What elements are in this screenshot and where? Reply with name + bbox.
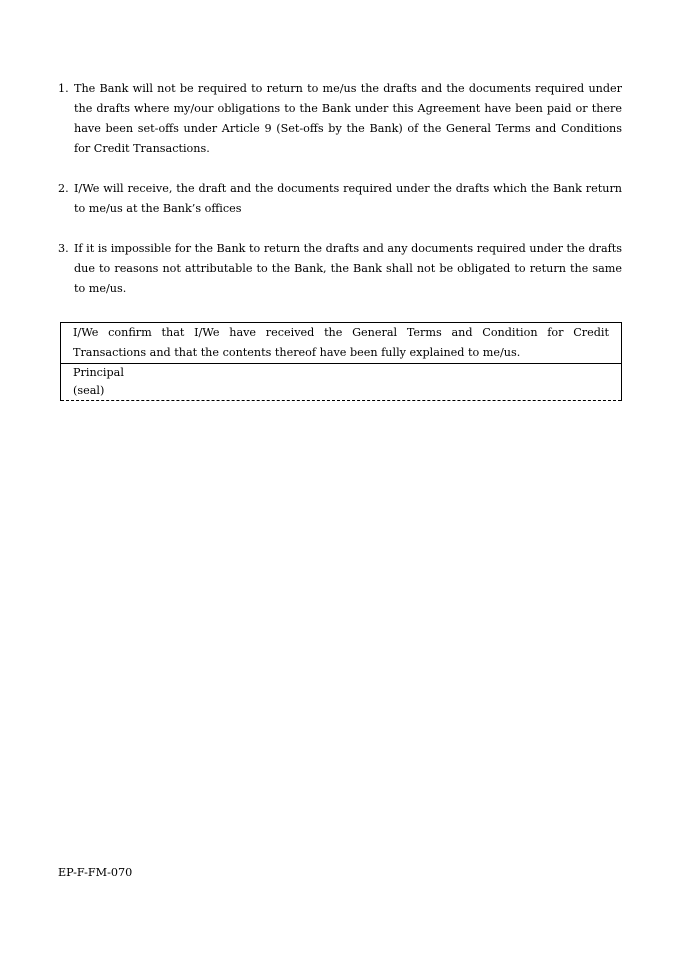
form-code: EP-F-FM-070 xyxy=(58,866,133,879)
clause-number: 3. xyxy=(58,242,69,255)
clause-number: 2. xyxy=(58,182,69,195)
confirmation-statement: I/We confirm that I/We have received the General Terms and Condition for Credit Transactions and that the contents thereof have been fully explained to me/us. xyxy=(61,323,621,364)
clause-item xyxy=(58,179,622,219)
clause-text: If it is impossible for the Bank to return the drafts and any documents required under the drafts due to reasons not attributable to the Bank, the Bank shall not be obligated to return the same to me/us. xyxy=(74,242,622,295)
clause-list xyxy=(58,79,622,319)
seal-label: (seal) xyxy=(73,384,105,397)
clause-item xyxy=(58,239,622,299)
clause-item xyxy=(58,79,622,159)
clause-text: I/We will receive, the draft and the documents required under the drafts which the Bank return to me/us at the Bank’s offices xyxy=(74,182,622,215)
clause-text: The Bank will not be required to return to me/us the drafts and the documents required under the drafts where my/our obligations to the Bank under this Agreement have been paid or there have been set-offs under Article 9 (Set-offs by the Bank) of the General Terms and Conditions for Credit Transactions. xyxy=(74,82,622,155)
signature-area xyxy=(61,364,621,401)
clause-number: 1. xyxy=(58,82,69,95)
confirmation-box xyxy=(60,322,622,401)
principal-label: Principal xyxy=(73,366,124,379)
